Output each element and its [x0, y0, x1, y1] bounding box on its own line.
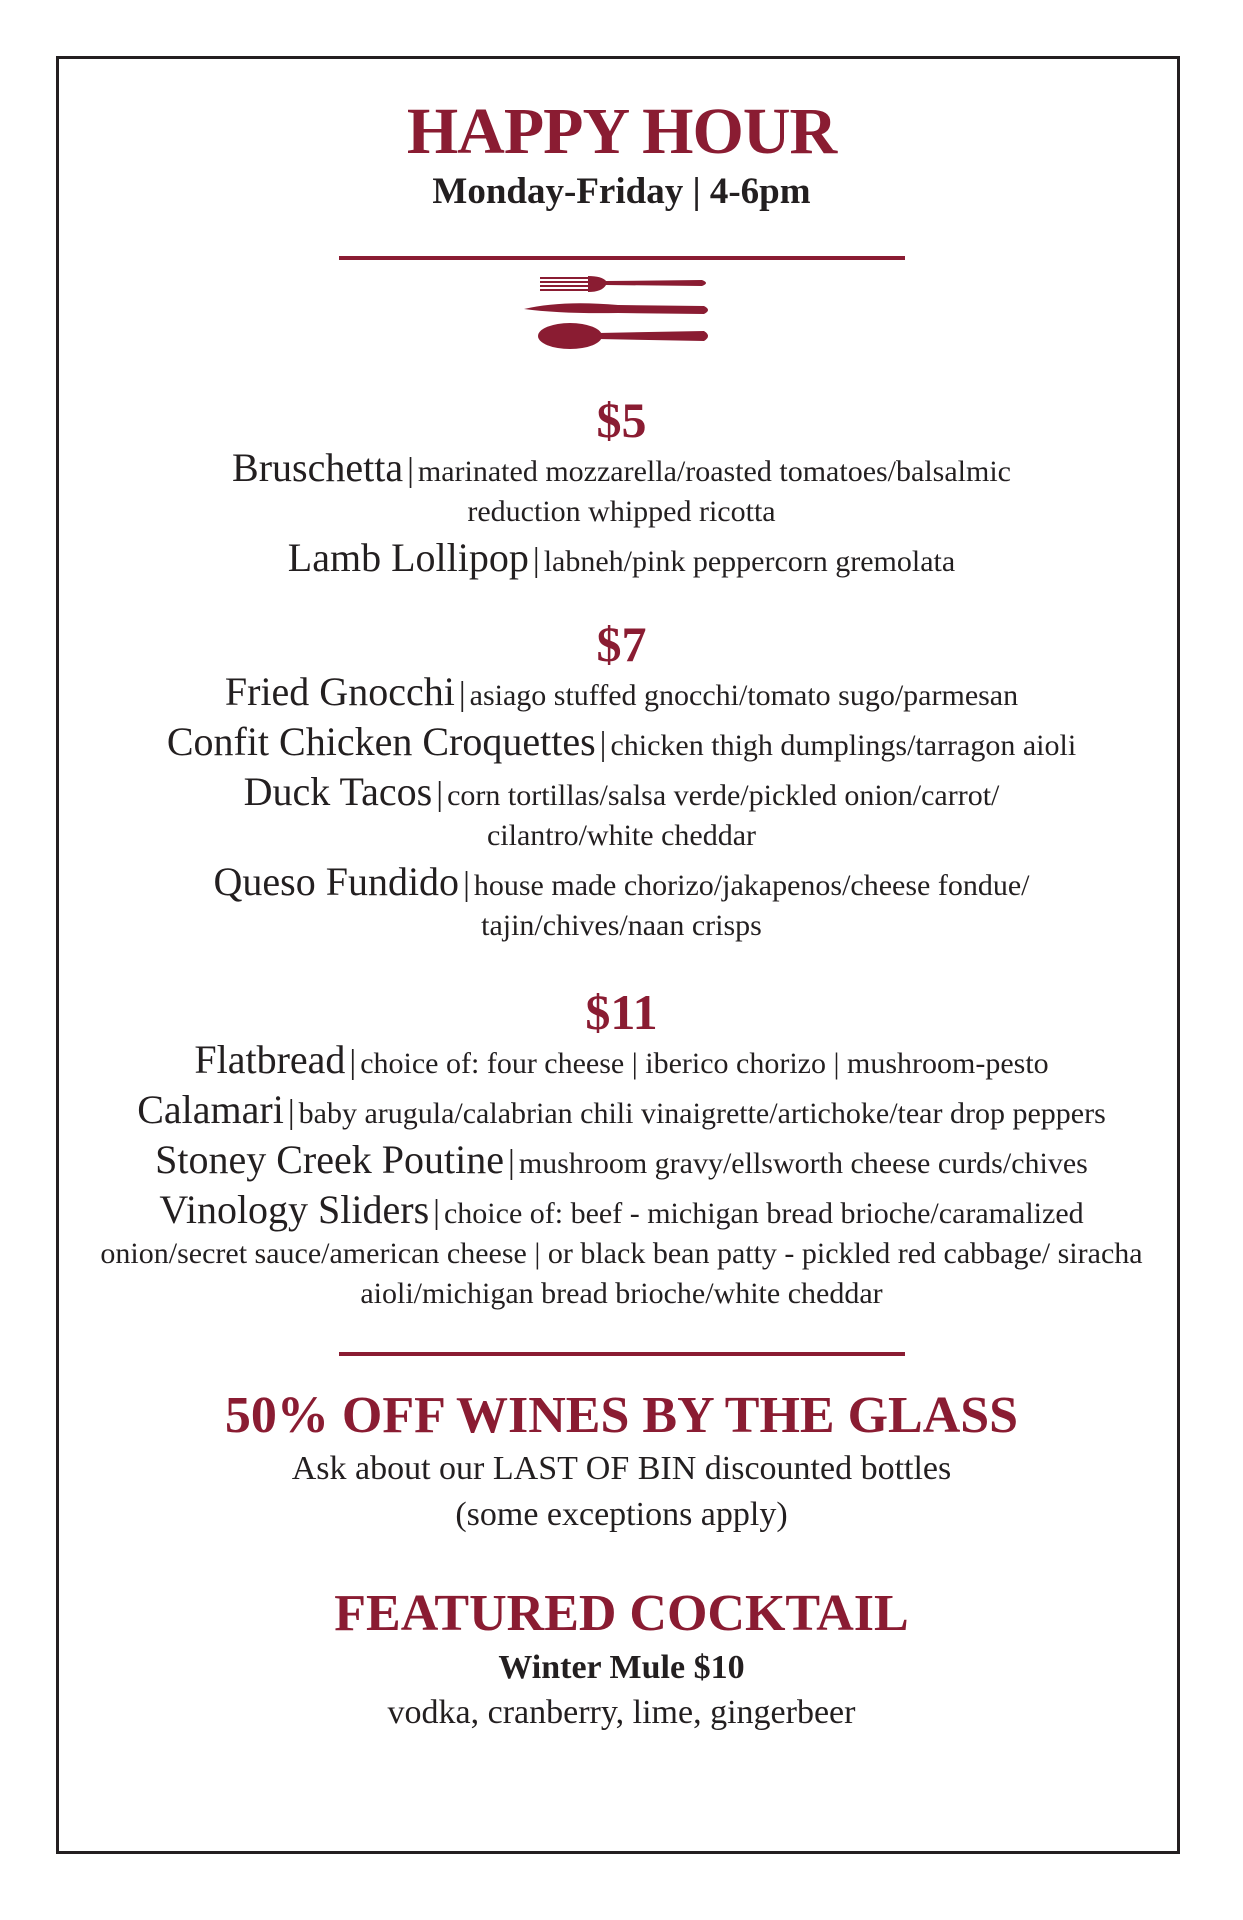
- menu-item-duck-tacos: Duck Tacos | corn tortillas/salsa verde/pickled onion/carrot/ cilantro/white cheddar: [243, 769, 1000, 852]
- cutlery-icon: [522, 272, 722, 352]
- item-name: Calamari: [137, 1087, 284, 1132]
- item-name: Stoney Creek Poutine: [155, 1137, 504, 1182]
- item-name: Vinology Sliders: [159, 1187, 430, 1232]
- item-description: choice of: four cheese | iberico chorizo | mushroom-pesto: [360, 1047, 1049, 1080]
- item-description: corn tortillas/salsa verde/pickled onion/carrot/ cilantro/white cheddar: [447, 779, 1000, 852]
- menu-item-flatbread: Flatbread | choice of: four cheese | iberico chorizo | mushroom-pesto: [194, 1037, 1049, 1082]
- item-description: marinated mozzarella/roasted tomatoes/balsalmic reduction whipped ricotta: [417, 455, 1011, 528]
- price-heading-7: $7: [596, 616, 647, 672]
- item-description: mushroom gravy/ellsworth cheese curds/chives: [518, 1147, 1088, 1180]
- item-description: labneh/pink peppercorn gremolata: [543, 545, 956, 578]
- cocktail-description: vodka, cranberry, lime, gingerbeer: [387, 1694, 856, 1731]
- top-divider: [339, 256, 905, 260]
- menu-item-bruschetta: Bruschetta | marinated mozzarella/roasted tomatoes/balsalmic reduction whipped ricotta: [232, 445, 1011, 528]
- wines-note: Ask about our LAST OF BIN discounted bottles: [291, 1450, 952, 1487]
- menu-item-lamb-lollipop: Lamb Lollipop | labneh/pink peppercorn gremolata: [287, 535, 956, 580]
- menu-item-vinology-sliders: Vinology Sliders | choice of: beef - michigan bread brioche/caramalized onion/secret sauce/american cheese | or black bean patty - pickled red cabbage/ siracha aioli/michigan bread brioche/white cheddar: [100, 1187, 1143, 1310]
- item-name: Duck Tacos: [243, 769, 433, 814]
- item-description: baby arugula/calabrian chili vinaigrette/artichoke/tear drop peppers: [298, 1097, 1106, 1130]
- menu-item-stoney-creek-poutine: Stoney Creek Poutine | mushroom gravy/ellsworth cheese curds/chives: [155, 1137, 1088, 1182]
- item-name: Confit Chicken Croquettes: [166, 719, 596, 764]
- cocktail-name: Winter Mule $10: [498, 1649, 745, 1686]
- item-name: Lamb Lollipop: [287, 535, 529, 580]
- menu-item-confit-chicken-croquettes: Confit Chicken Croquettes | chicken thigh dumplings/tarragon aioli: [166, 719, 1077, 764]
- hours-subtitle: Monday-Friday | 4-6pm: [432, 171, 811, 212]
- menu-item-fried-gnocchi: Fried Gnocchi | asiago stuffed gnocchi/tomato sugo/parmesan: [224, 669, 1019, 714]
- page-title: HAPPY HOUR: [406, 95, 837, 168]
- menu-item-queso-fundido: Queso Fundido | house made chorizo/jakapenos/cheese fondue/ tajin/chives/naan crisps: [213, 859, 1030, 942]
- item-name: Fried Gnocchi: [224, 669, 455, 714]
- item-name: Queso Fundido: [213, 859, 460, 904]
- item-name: Bruschetta: [232, 445, 404, 490]
- menu-item-calamari: Calamari | baby arugula/calabrian chili vinaigrette/artichoke/tear drop peppers: [137, 1087, 1106, 1132]
- wines-exceptions: (some exceptions apply): [455, 1496, 788, 1533]
- item-description: house made chorizo/jakapenos/cheese fondue/ tajin/chives/naan crisps: [473, 869, 1030, 942]
- wines-heading: 50% OFF WINES BY THE GLASS: [224, 1387, 1019, 1444]
- item-description: asiago stuffed gnocchi/tomato sugo/parmesan: [469, 679, 1019, 712]
- cocktail-heading: FEATURED COCKTAIL: [334, 1585, 909, 1642]
- item-description: chicken thigh dumplings/tarragon aioli: [610, 729, 1077, 762]
- price-heading-11: $11: [585, 984, 658, 1040]
- bottom-divider: [339, 1352, 905, 1356]
- price-heading-5: $5: [596, 392, 647, 448]
- item-name: Flatbread: [194, 1037, 346, 1082]
- item-description: choice of: beef - michigan bread brioche/caramalized onion/secret sauce/american cheese | or black bean patty - pickled red cabbage/ siracha aioli/michigan bread brioche/white cheddar: [100, 1197, 1143, 1310]
